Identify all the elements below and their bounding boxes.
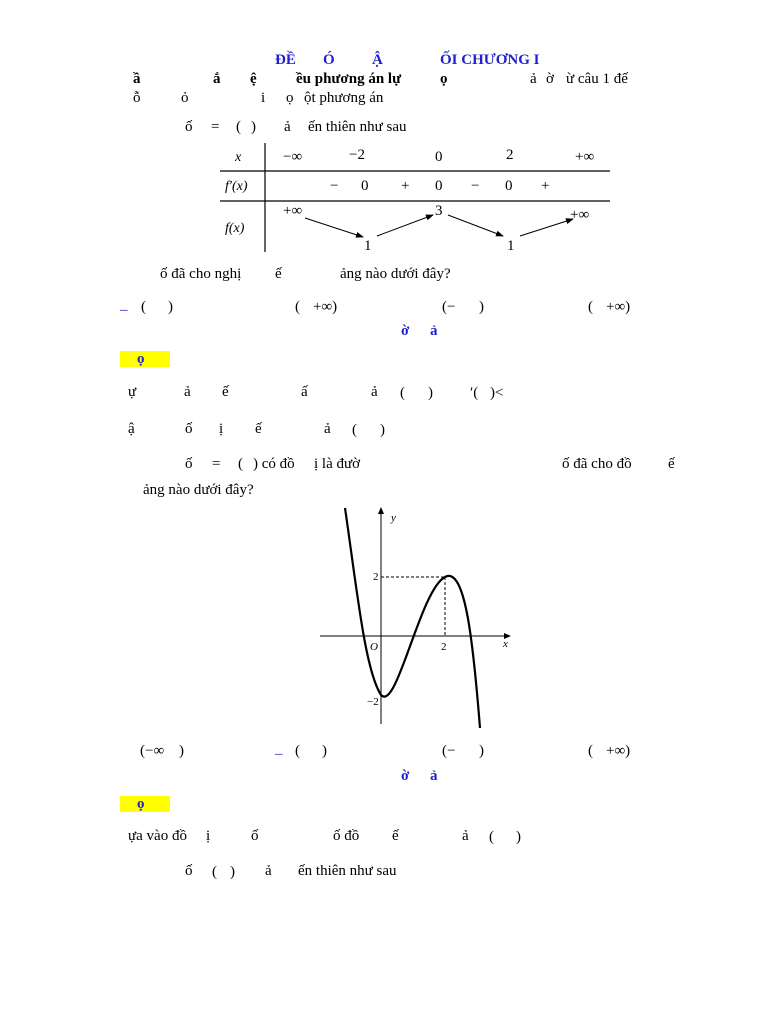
q2-option-fragment: ) xyxy=(179,743,184,759)
x-tick-label: 2 xyxy=(441,641,447,653)
q1-solution-fragment: ) xyxy=(380,422,385,438)
q1-stem-fragment: ( xyxy=(236,119,241,135)
instr-fragment: ầ xyxy=(133,71,141,87)
q2-stem-fragment: ( xyxy=(238,456,243,472)
q1-question-fragment: ế xyxy=(275,266,282,282)
q2-solution-fragment: ả xyxy=(462,828,469,844)
y-tick-label: 2 xyxy=(373,571,379,583)
q1-solution-fragment: ( xyxy=(352,422,357,438)
instr-fragment: ỗ xyxy=(133,90,141,106)
x-value: −∞ xyxy=(283,149,303,165)
instr-fragment: ả xyxy=(530,71,537,87)
q1-solution-fragment: ế xyxy=(222,384,229,400)
q1-question-fragment: ố đã cho nghị xyxy=(160,266,242,282)
q1-solution-label: ọ xyxy=(137,351,145,367)
title-part: Ó xyxy=(323,52,335,68)
x-value: 0 xyxy=(435,149,443,165)
q1-solution-fragment: ố xyxy=(185,421,193,437)
instr-fragment: ỏ xyxy=(181,90,189,106)
derivative-sign: + xyxy=(401,178,410,194)
q1-solution-fragment: ′( xyxy=(470,385,479,401)
derivative-sign: − xyxy=(330,178,339,194)
q2-solution-fragment: ) xyxy=(516,829,521,845)
q2-answer-label: ờ xyxy=(401,768,410,784)
row-label-f: f(x) xyxy=(225,221,245,236)
q2-solution-fragment: ế xyxy=(392,828,399,844)
q1-option-fragment: (− xyxy=(442,299,456,315)
q1-solution-fragment: ế xyxy=(255,421,262,437)
x-value: −2 xyxy=(349,147,365,163)
q2-option-fragment: +∞) xyxy=(606,743,631,759)
q1-answer-label: ờ xyxy=(401,323,410,339)
q1-option-fragment: +∞) xyxy=(313,299,338,315)
q2-option-fragment: (− xyxy=(442,743,456,759)
derivative-sign: 0 xyxy=(435,178,443,194)
q2-option-fragment: ) xyxy=(479,743,484,759)
q1-solution-fragment: ấ xyxy=(301,384,308,400)
function-value: +∞ xyxy=(283,203,303,219)
instr-fragment: ều phương án lự xyxy=(296,71,402,87)
origin-label: O xyxy=(370,641,378,653)
function-value: +∞ xyxy=(570,207,590,223)
instr-fragment: ắ xyxy=(213,71,221,87)
instr-fragment: ờ xyxy=(546,71,554,87)
q1-stem-fragment: ả xyxy=(284,119,291,135)
q1-solution-fragment: ị xyxy=(219,421,224,437)
derivative-sign: 0 xyxy=(505,178,513,194)
function-value: 1 xyxy=(364,238,372,254)
q1-option-fragment: ) xyxy=(479,299,484,315)
q1-option-fragment: ( xyxy=(141,299,146,315)
q2-solution-fragment: ố đồ xyxy=(333,828,360,844)
q1-option-fragment: +∞) xyxy=(606,299,631,315)
q1-solution-fragment: ả xyxy=(184,384,191,400)
q1-question-fragment: ảng nào dưới đây? xyxy=(340,266,451,282)
q2-solution-fragment: ựa vào đồ xyxy=(128,828,187,844)
instr-fragment: ột phương án xyxy=(304,90,384,106)
q1-solution-fragment: ) xyxy=(428,385,433,401)
q2-option-fragment: ( xyxy=(588,743,593,759)
row-label-x: x xyxy=(235,150,242,165)
q2-stem-fragment: ố đã cho đồ xyxy=(562,456,632,472)
q2-option-fragment: (−∞ xyxy=(140,743,165,759)
instr-fragment: ệ xyxy=(250,71,257,87)
q1-solution-fragment: ậ xyxy=(128,421,135,437)
q1-solution-fragment: ( xyxy=(400,385,405,401)
title-part: Ậ xyxy=(372,52,383,68)
q1-solution-fragment: )< xyxy=(490,385,504,401)
x-value: +∞ xyxy=(575,149,595,165)
x-axis-label: x xyxy=(503,638,508,650)
q1-option-fragment: ( xyxy=(588,299,593,315)
q2-solution-highlight xyxy=(120,796,170,812)
q1-solution-fragment: ự xyxy=(128,384,137,400)
q1-stem-fragment: = xyxy=(211,119,220,135)
q3-stem-fragment: ến thiên như sau xyxy=(298,863,397,879)
y-axis-label: y xyxy=(391,512,396,524)
q2-stem-fragment: ) có đồ xyxy=(253,456,295,472)
q2-stem-fragment: ế xyxy=(668,456,675,472)
function-curve xyxy=(345,508,480,728)
variation-arrow-up xyxy=(377,215,433,236)
q1-stem-fragment: ến thiên như sau xyxy=(308,119,407,135)
q2-stem-fragment: = xyxy=(212,456,221,472)
title-part: ỐI CHƯƠNG I xyxy=(440,52,540,68)
q2-solution-fragment: ố xyxy=(251,828,259,844)
q1-answer-label: ả xyxy=(430,323,438,339)
derivative-sign: 0 xyxy=(361,178,369,194)
instr-fragment: ọ xyxy=(286,90,294,106)
derivative-sign: + xyxy=(541,178,550,194)
q3-stem-fragment: ố xyxy=(185,863,193,879)
q2-solution-fragment: ( xyxy=(489,829,494,845)
q3-stem-fragment: ( xyxy=(212,864,217,880)
q2-stem-fragment: ảng nào dưới đây? xyxy=(143,482,254,498)
q1-solution-fragment: ả xyxy=(324,421,331,437)
variation-arrow-down xyxy=(305,218,363,237)
q1-option-fragment: ( xyxy=(295,299,300,315)
q1-stem-fragment: ) xyxy=(251,119,256,135)
q1-stem-fragment: ố xyxy=(185,119,193,135)
variation-arrow-down xyxy=(448,215,503,236)
function-value: 3 xyxy=(435,203,443,219)
q2-solution-label: ọ xyxy=(137,796,145,812)
q2-answer-label: ả xyxy=(430,768,438,784)
function-graph xyxy=(305,500,525,730)
q2-stem-fragment: ị là đườ xyxy=(314,456,361,472)
q2-option-fragment: ) xyxy=(322,743,327,759)
y-tick-label: −2 xyxy=(367,696,379,708)
q3-stem-fragment: ) xyxy=(230,864,235,880)
q1-solution-highlight xyxy=(120,351,170,367)
q2-stem-fragment: ố xyxy=(185,456,193,472)
variation-table xyxy=(215,140,615,255)
instr-fragment: ừ câu 1 đế xyxy=(566,71,628,87)
q3-stem-fragment: ả xyxy=(265,863,272,879)
instr-fragment: i xyxy=(261,90,266,106)
q1-option-a-marker: _ xyxy=(120,297,128,313)
instr-fragment: ọ xyxy=(440,71,448,87)
q2-option-fragment: ( xyxy=(295,743,300,759)
q2-solution-fragment: ị xyxy=(206,828,211,844)
row-label-fprime: f′(x) xyxy=(225,179,248,194)
x-value: 2 xyxy=(506,147,514,163)
title-part: ĐỀ xyxy=(275,52,296,68)
q2-option-b-marker: _ xyxy=(275,741,283,757)
derivative-sign: − xyxy=(471,178,480,194)
function-value: 1 xyxy=(507,238,515,254)
q1-solution-fragment: ả xyxy=(371,384,378,400)
q1-option-fragment: ) xyxy=(168,299,173,315)
variation-arrow-up xyxy=(520,219,573,236)
